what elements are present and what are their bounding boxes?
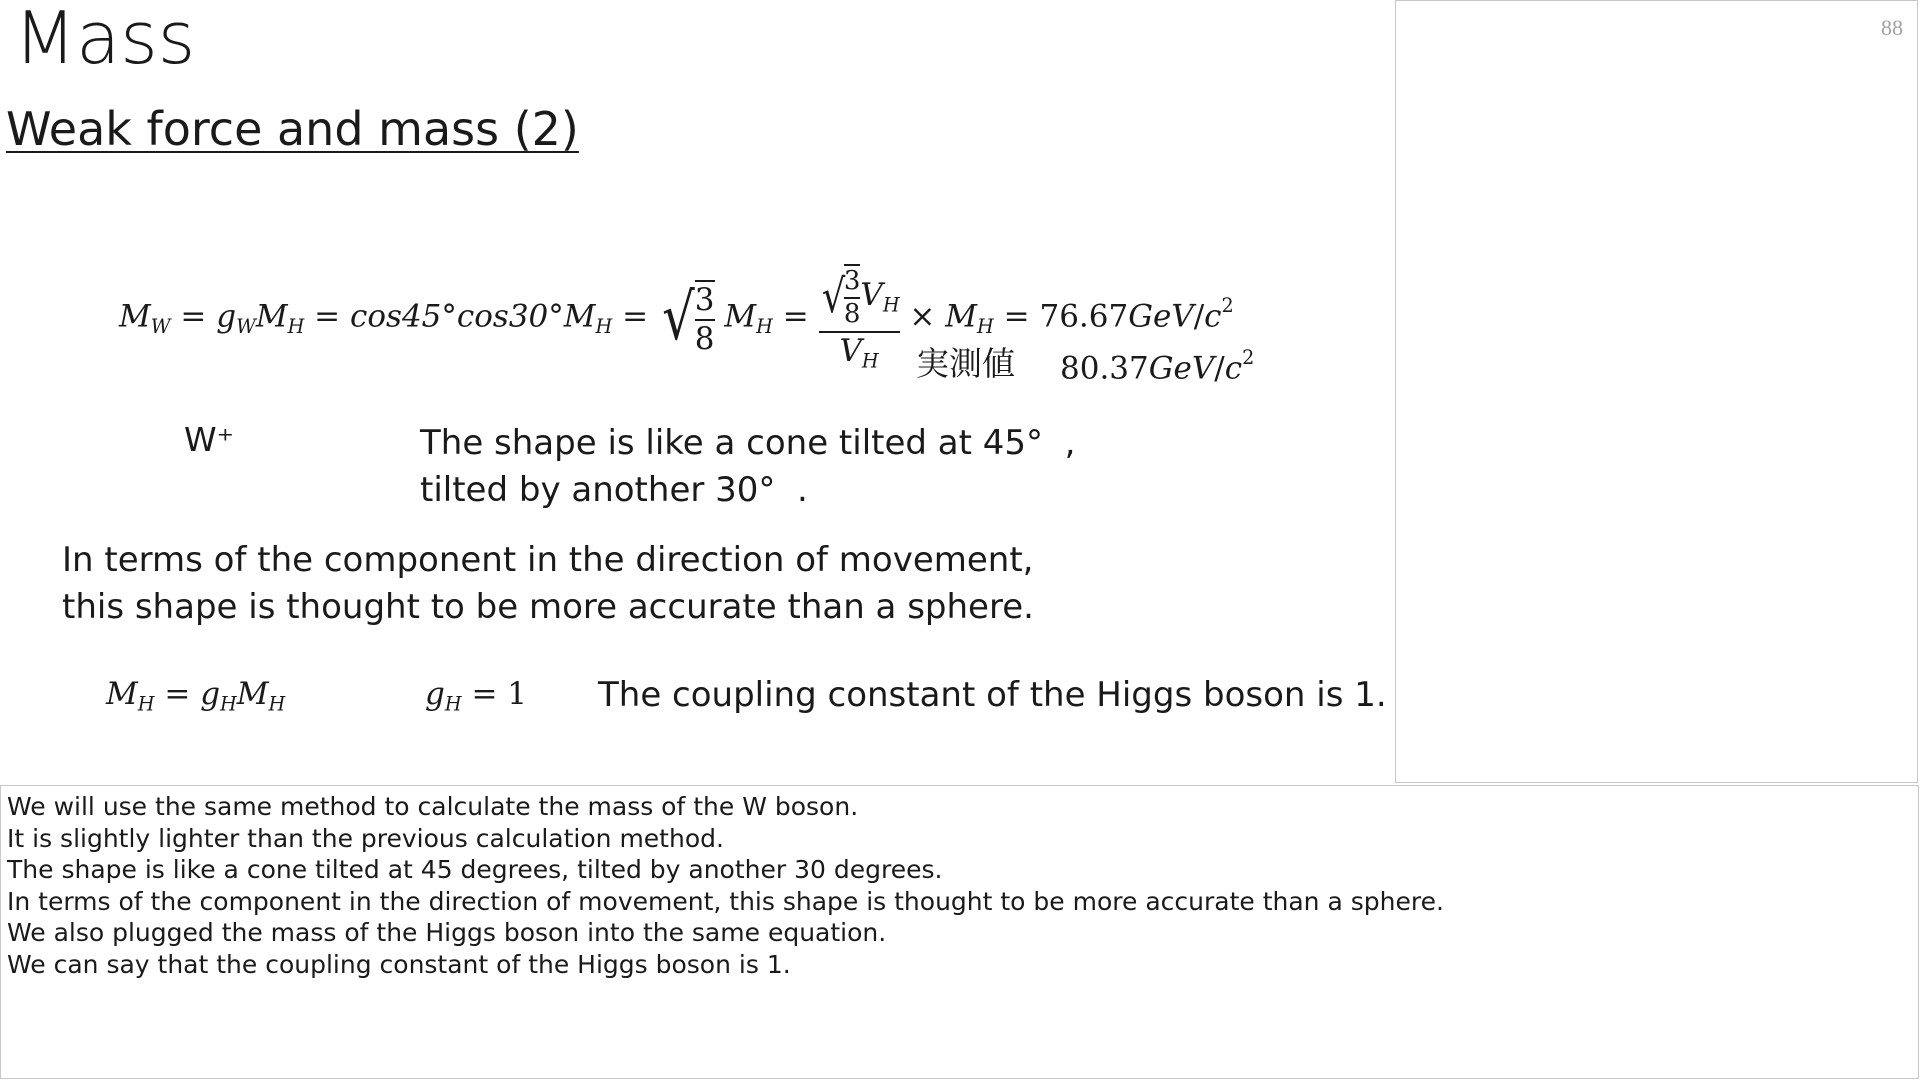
notes-line: It is slightly lighter than the previous calculation method. xyxy=(7,823,724,853)
component-paragraph xyxy=(62,537,1034,631)
paragraph-line: this shape is thought to be more accurate than a sphere. xyxy=(62,587,1034,627)
velocity-fraction: √ $\frac{3}{8}$ $V_H$ $V_H$ xyxy=(819,264,900,371)
shape-description xyxy=(420,420,1075,514)
calculated-mass: 76.67 xyxy=(1039,298,1129,335)
notes-line: In terms of the component in the direction of movement, this shape is thought to be more accurate than a sphere. xyxy=(7,886,1444,916)
side-panel xyxy=(1395,0,1918,783)
coupling-text: The coupling constant of the Higgs boson is 1. xyxy=(598,675,1387,715)
notes-line: We can say that the coupling constant of the Higgs boson is 1. xyxy=(7,949,791,979)
shape-line: tilted by another 30° . xyxy=(420,470,808,510)
notes-line: We will use the same method to calculate the mass of the W boson. xyxy=(7,792,859,821)
measured-mass: $80.37GeV/c^2$ xyxy=(1060,346,1255,387)
notes-line: The shape is like a cone tilted at 45 degrees, tilted by another 30 degrees. xyxy=(7,855,943,885)
w-plus-label: W⁺ xyxy=(184,420,235,459)
speaker-notes[interactable] xyxy=(0,785,1919,1079)
slide-subtitle: Weak force and mass (2) xyxy=(6,102,579,156)
w-mass-equation: $M_W = g_WM_H = \cos 45^\circ\cos 30^\circ M_H$ = √ $\frac{3}{8}$ $M_H$ = √ $\frac{3}{8}$ $V_H$ $V_H$ × $M_H = 76.67GeV/c^2$ xyxy=(119,266,1234,373)
paragraph-line: In terms of the component in the direction of movement, xyxy=(62,540,1034,580)
sqrt-fraction: √ $\frac{3}{8}$ xyxy=(662,280,715,357)
page-number: 88 xyxy=(1881,15,1903,40)
higgs-coupling-equation: $g_H = 1$ xyxy=(425,676,528,716)
higgs-mass-equation: $M_H = g_HM_H$ xyxy=(106,676,286,716)
notes-line: We also plugged the mass of the Higgs boson into the same equation. xyxy=(7,918,887,948)
slide-title: Mass xyxy=(14,0,196,80)
measured-label: 実測値 xyxy=(916,344,1015,383)
shape-line: The shape is like a cone tilted at 45° , xyxy=(420,423,1076,463)
